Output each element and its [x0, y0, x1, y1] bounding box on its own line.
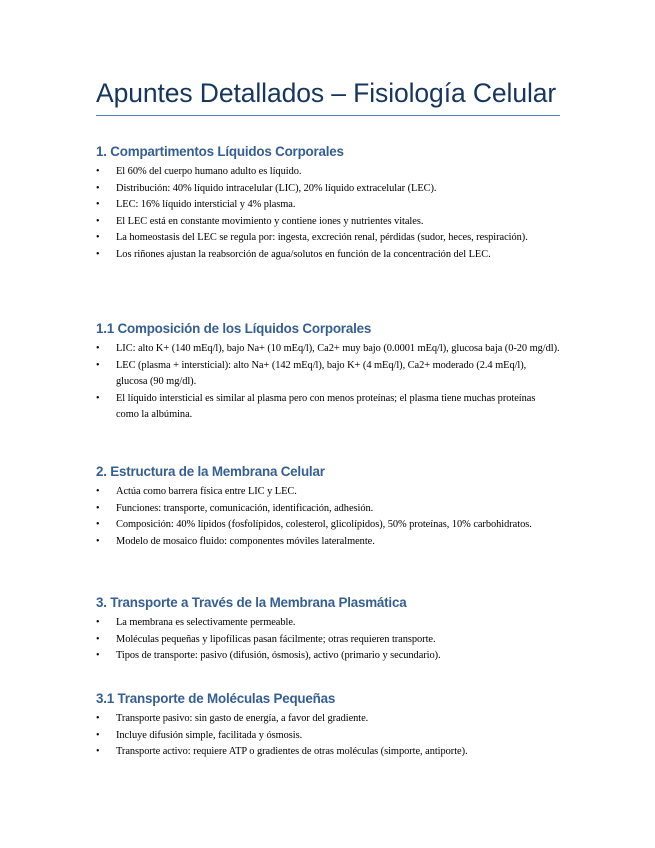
bullet-icon: • [96, 650, 100, 662]
list-item-text: LIC: alto K+ (140 mEq/l), bajo Na+ (10 mEq/l), Ca2+ muy bajo (0.0001 mEq/l), glucosa baja (0-20 mg/dl). [116, 343, 560, 354]
section-heading: 3. Transporte a Través de la Membrana Plasmática [96, 595, 407, 610]
list-item-text: La membrana es selectivamente permeable. [116, 617, 296, 628]
list-item-text: Los riñones ajustan la reabsorción de agua/solutos en función de la concentración del LEC. [116, 248, 491, 260]
bullet-icon: • [96, 392, 100, 404]
bullet-list [96, 711, 560, 761]
list-item-text: Distribución: 40% líquido intracelular (LIC), 20% líquido extracelular (LEC). [116, 182, 437, 194]
list-item-text: Tipos de transporte: pasivo (difusión, ósmosis), activo (primario y secundario). [116, 650, 441, 662]
list-item [96, 391, 560, 424]
page-title: Apuntes Detallados – Fisiología Celular [96, 78, 557, 108]
list-item [96, 230, 560, 247]
list-item [96, 517, 560, 534]
list-item [96, 164, 560, 181]
bullet-icon: • [96, 486, 100, 497]
bullet-list [96, 164, 560, 264]
bullet-icon: • [96, 166, 100, 177]
list-item [96, 615, 560, 632]
section-compartimentos [96, 143, 560, 264]
list-item-text: LEC: 16% líquido intersticial y 4% plasma. [116, 199, 296, 211]
bullet-icon: • [96, 633, 100, 645]
list-item-text: Incluye difusión simple, facilitada y ósmosis. [116, 729, 303, 741]
list-item [96, 728, 560, 745]
list-item-text: La homeostasis del LEC se regula por: ingesta, excreción renal, pérdidas (sudor, heces, respiración). [116, 232, 528, 244]
bullet-icon: • [96, 359, 100, 371]
list-item-text: El 60% del cuerpo humano adulto es líquido. [116, 166, 302, 177]
bullet-list [96, 615, 560, 665]
bullet-icon: • [96, 535, 100, 547]
list-item-text: El LEC está en constante movimiento y contiene iones y nutrientes vitales. [116, 215, 424, 227]
bullet-icon: • [96, 232, 100, 244]
list-item-text: Moléculas pequeñas y lipofílicas pasan fácilmente; otras requieren transporte. [116, 633, 436, 645]
bullet-icon: • [96, 199, 100, 211]
list-item [96, 648, 560, 665]
title-underline [96, 115, 560, 116]
list-item-text: Modelo de mosaico fluido: componentes móviles lateralmente. [116, 535, 375, 547]
section-composicion [96, 320, 560, 424]
section-heading: 1.1 Composición de los Líquidos Corporales [96, 321, 372, 336]
bullet-icon: • [96, 617, 100, 628]
bullet-icon: • [96, 746, 100, 758]
list-item [96, 501, 560, 518]
bullet-list [96, 341, 560, 424]
list-item [96, 711, 560, 728]
list-item [96, 341, 560, 358]
bullet-icon: • [96, 502, 100, 514]
list-item [96, 181, 560, 198]
list-item [96, 632, 560, 649]
list-item-text: Funciones: transporte, comunicación, identificación, adhesión. [116, 502, 374, 514]
list-item [96, 358, 560, 391]
list-item-text: El líquido intersticial es similar al plasma pero con menos proteínas; el plasma tiene muchas proteínas como la albúmina. [116, 392, 536, 421]
section-transporte [96, 594, 560, 665]
section-heading: 3.1 Transporte de Moléculas Pequeñas [96, 691, 336, 706]
list-item [96, 534, 560, 551]
bullet-icon: • [96, 215, 100, 227]
list-item-text: Transporte pasivo: sin gasto de energía, a favor del gradiente. [116, 713, 369, 724]
section-heading: 1. Compartimentos Líquidos Corporales [96, 144, 344, 159]
bullet-icon: • [96, 343, 100, 354]
section-heading: 2. Estructura de la Membrana Celular [96, 464, 325, 479]
list-item-text: Transporte activo: requiere ATP o gradientes de otras moléculas (simporte, antiporte). [116, 746, 468, 758]
bullet-icon: • [96, 182, 100, 194]
list-item-text: Composición: 40% lípidos (fosfolípidos, colesterol, glicolípidos), 50% proteínas, 10% carbohidratos. [116, 519, 532, 531]
section-moleculas-pequenas [96, 690, 560, 761]
list-item-text: Actúa como barrera física entre LIC y LEC. [116, 486, 297, 497]
bullet-icon: • [96, 713, 100, 724]
bullet-icon: • [96, 248, 100, 260]
list-item [96, 744, 560, 761]
list-item [96, 214, 560, 231]
bullet-icon: • [96, 519, 100, 531]
list-item [96, 247, 560, 264]
list-item [96, 197, 560, 214]
bullet-list [96, 484, 560, 550]
list-item [96, 484, 560, 501]
list-item-text: LEC (plasma + intersticial): alto Na+ (142 mEq/l), bajo K+ (4 mEq/l), Ca2+ moderado (2.4 mEq/l), glucosa (90 mg/dl). [116, 359, 527, 388]
section-membrana [96, 463, 560, 550]
bullet-icon: • [96, 729, 100, 741]
